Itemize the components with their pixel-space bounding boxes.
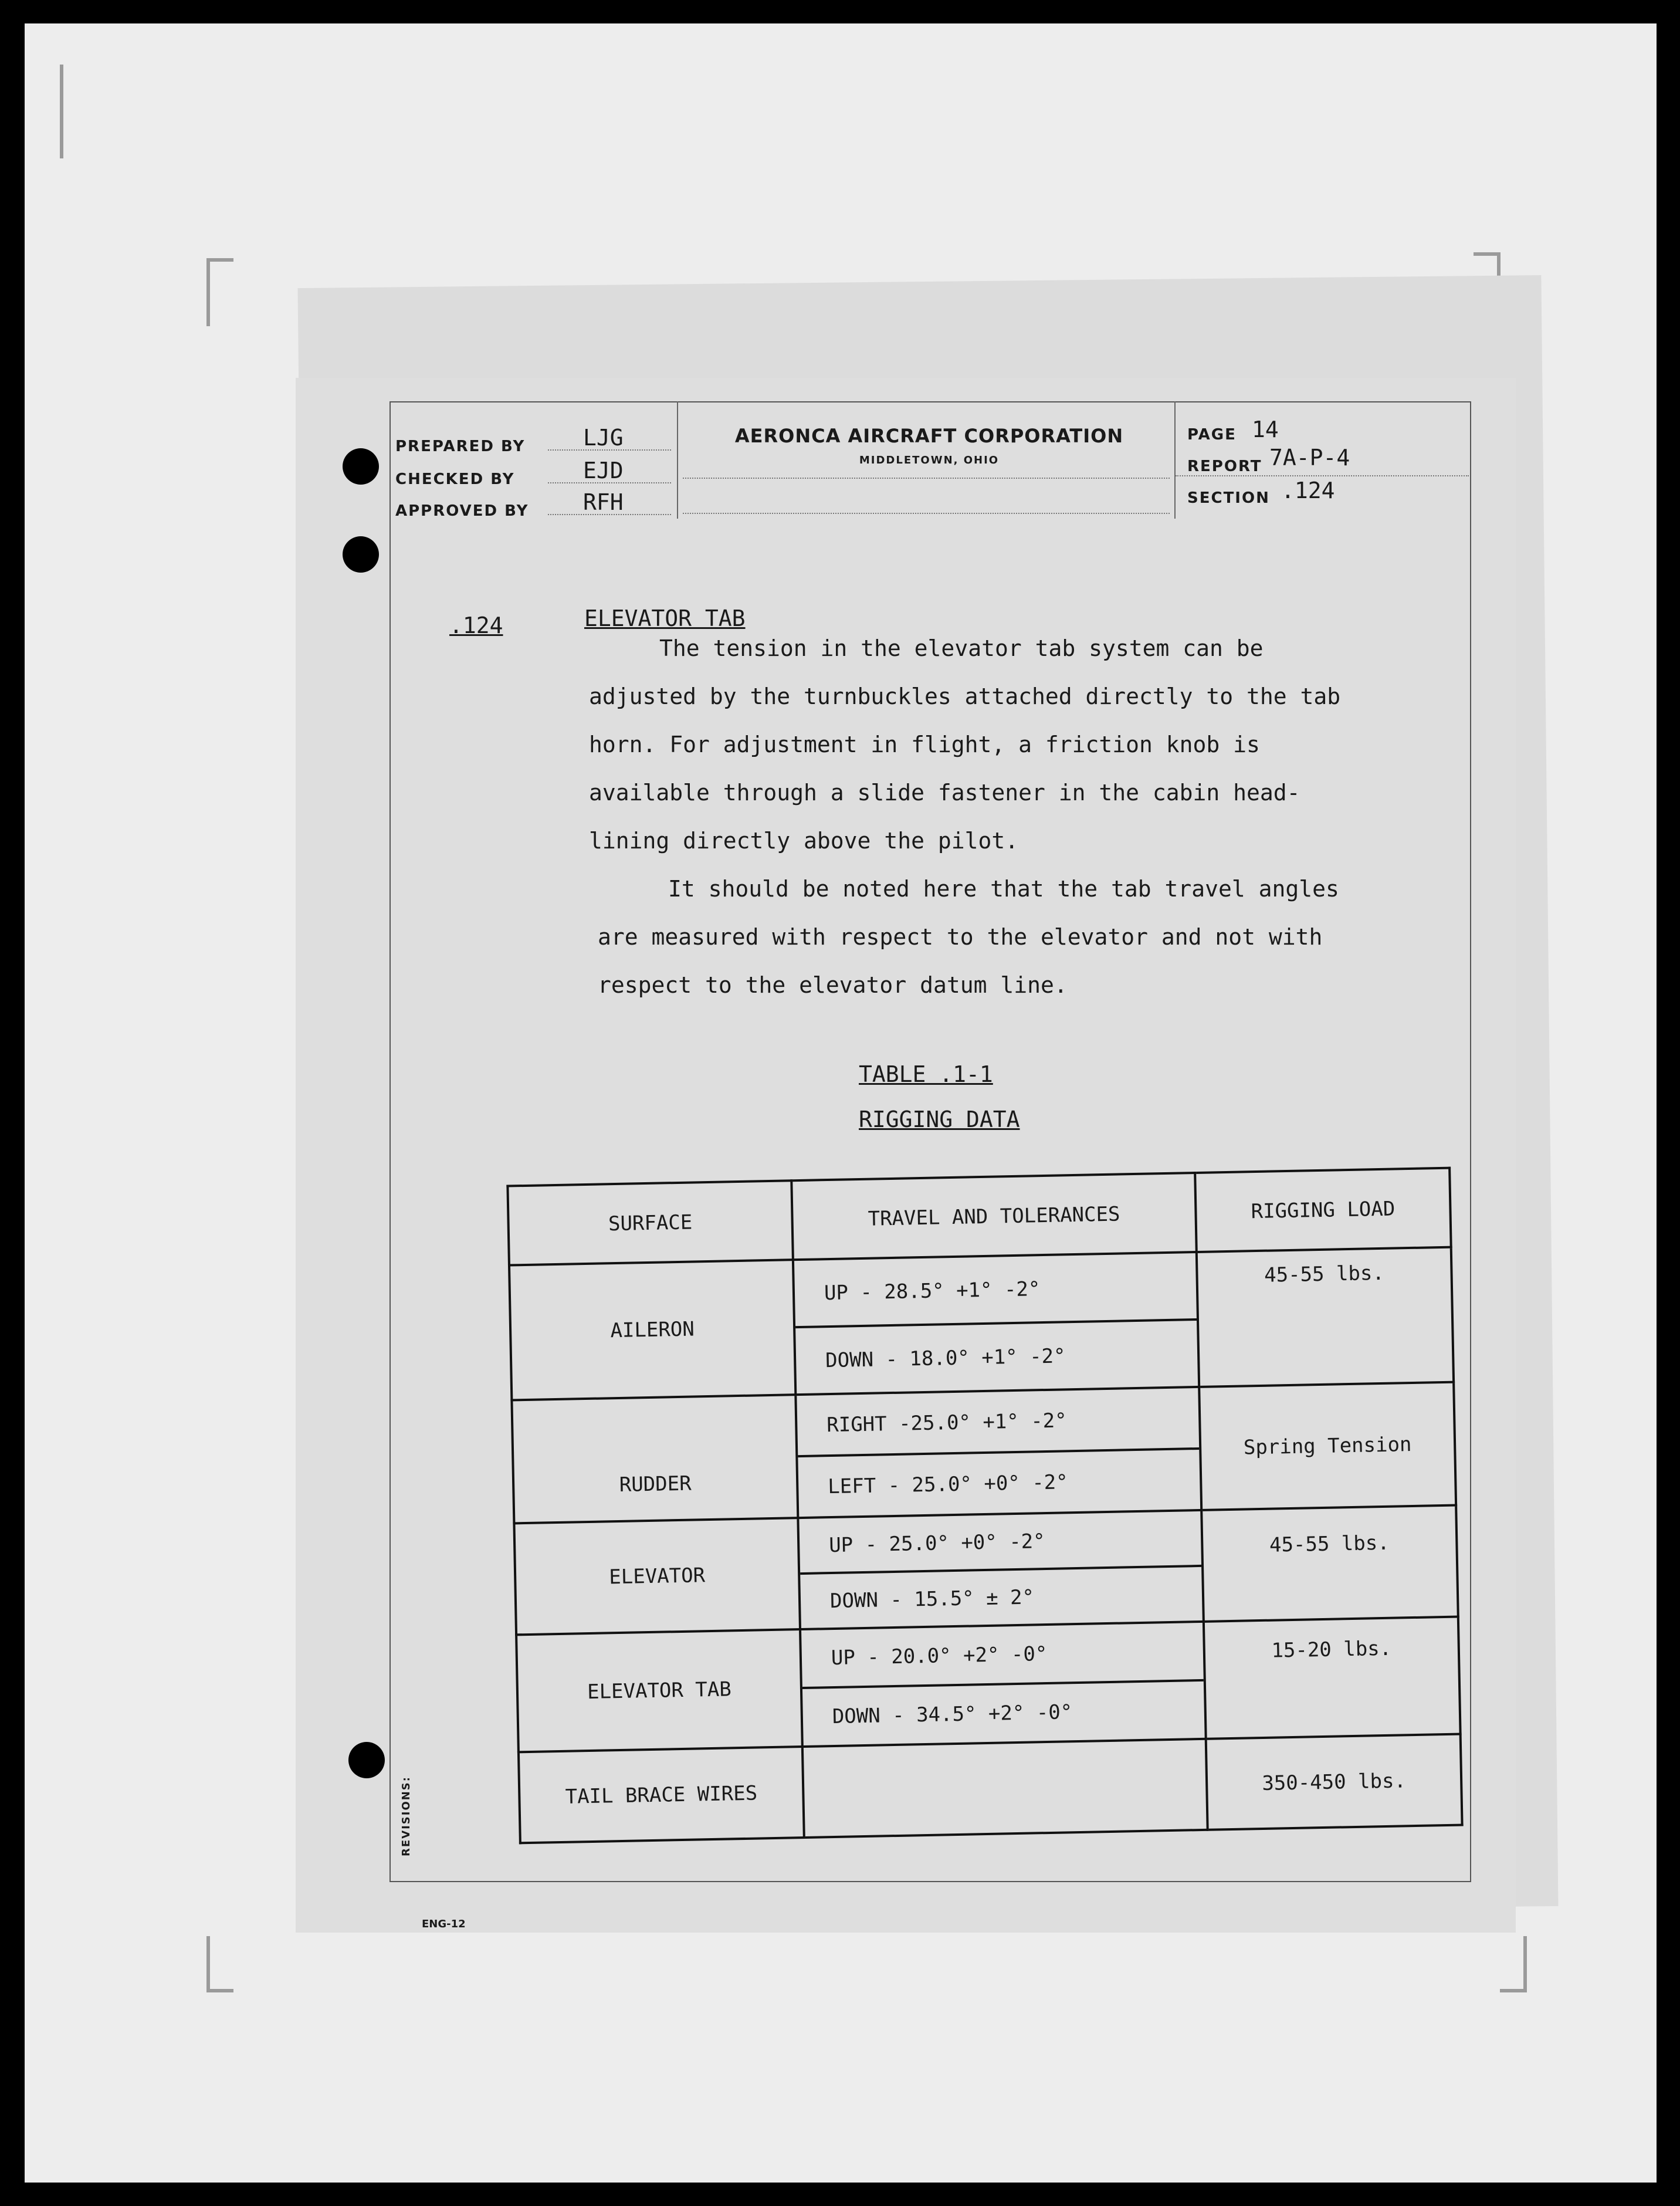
travel-cell — [793, 1252, 1199, 1395]
checked-by-rule — [548, 482, 671, 483]
table-row-tail-brace — [519, 1734, 1462, 1843]
table-subtitle: RIGGING DATA — [859, 1107, 1020, 1132]
report-label: REPORT — [1187, 458, 1262, 475]
surface-cell: ELEVATOR TAB — [516, 1629, 802, 1752]
form-number: ENG-12 — [422, 1918, 466, 1930]
section-value: .124 — [1281, 478, 1335, 503]
rigging-data-table — [506, 1167, 1463, 1845]
report-header — [389, 401, 1469, 519]
travel-cell — [800, 1622, 1206, 1747]
table-title: TABLE .1-1 — [859, 1061, 993, 1087]
report-page — [296, 378, 1516, 1933]
travel-down: DOWN - 15.5° ± 2° — [800, 1565, 1203, 1628]
prepared-by-value: LJG — [583, 425, 624, 451]
travel-up: UP - 25.0° +0° -2° — [828, 1529, 1046, 1557]
page-value: 14 — [1252, 417, 1279, 442]
travel-right: RIGHT -25.0° +1° -2° — [826, 1408, 1068, 1437]
surface-cell: RUDDER — [512, 1395, 798, 1523]
punch-hole-top — [343, 448, 379, 485]
load-cell: 45-55 lbs. — [1201, 1505, 1458, 1622]
page-info-block — [1174, 401, 1469, 519]
surface-cell: TAIL BRACE WIRES — [519, 1747, 804, 1843]
section-label: SECTION — [1187, 489, 1270, 507]
approved-by-value: RFH — [583, 489, 624, 515]
paragraph-2: It should be noted here that the tab travel angles are measured with respect to the elevator and not with respect to the elevator datum line. — [598, 876, 1339, 998]
report-value: 7A-P-4 — [1269, 445, 1350, 471]
table-row-aileron — [509, 1247, 1454, 1400]
load-cell: 350-450 lbs. — [1206, 1734, 1462, 1830]
surface-cell: AILERON — [509, 1260, 795, 1400]
load-cell: 15-20 lbs. — [1204, 1617, 1461, 1739]
travel-cell — [798, 1510, 1204, 1629]
signature-block — [389, 401, 678, 519]
travel-cell-empty — [802, 1739, 1208, 1838]
approved-by-label: APPROVED BY — [395, 502, 529, 520]
header-load: RIGGING LOAD — [1195, 1168, 1451, 1252]
table-row-elevator — [514, 1505, 1458, 1635]
approved-by-rule — [548, 514, 671, 515]
table-row-elevator-tab — [516, 1617, 1461, 1752]
company-location: MIDDLETOWN, OHIO — [859, 454, 1000, 466]
company-name: AERONCA AIRCRAFT CORPORATION — [734, 425, 1124, 447]
page-info-rule — [1176, 475, 1469, 476]
scan-background — [25, 23, 1657, 2183]
checked-by-label: CHECKED BY — [395, 471, 515, 488]
header-center-rule-1 — [683, 478, 1170, 479]
header-surface: SURFACE — [507, 1180, 793, 1265]
checked-by-value: EJD — [583, 458, 624, 483]
crop-mark-corner — [60, 65, 75, 158]
crop-mark-bottom-right — [1500, 1936, 1527, 1992]
crop-mark-top-left — [206, 258, 233, 326]
travel-down: DOWN - 34.5° +2° -0° — [802, 1679, 1205, 1745]
paragraph-1: The tension in the elevator tab system can be adjusted by the turnbuckles attached directly to the tab horn. For adjustment in flight, a friction knob is available through a slide fastener in the cabin head-lining directly above the pilot. — [589, 635, 1341, 854]
header-travel: TRAVEL AND TOLERANCES — [791, 1173, 1196, 1260]
revisions-label: REVISIONS: — [400, 1776, 412, 1856]
surface-cell: ELEVATOR — [514, 1518, 800, 1635]
prepared-by-label: PREPARED BY — [395, 438, 526, 455]
travel-cell — [795, 1387, 1201, 1518]
crop-mark-bottom-left — [206, 1936, 233, 1992]
punch-hole-bottom — [348, 1742, 385, 1778]
load-cell: Spring Tension — [1199, 1382, 1456, 1510]
prepared-by-rule — [548, 449, 671, 451]
punch-hole-middle — [343, 536, 379, 573]
load-cell: 45-55 lbs. — [1197, 1247, 1454, 1387]
header-center-rule-2 — [683, 513, 1170, 514]
page-label: PAGE — [1187, 426, 1237, 444]
travel-left: LEFT - 25.0° +0° -2° — [798, 1447, 1200, 1517]
section-number: .124 — [449, 613, 503, 638]
travel-up: UP - 28.5° +1° -2° — [824, 1277, 1041, 1305]
travel-up: UP - 20.0° +2° -0° — [831, 1642, 1048, 1670]
section-title: ELEVATOR TAB — [584, 605, 746, 631]
travel-down: DOWN - 18.0° +1° -2° — [795, 1318, 1198, 1393]
table-row-rudder — [512, 1382, 1456, 1524]
